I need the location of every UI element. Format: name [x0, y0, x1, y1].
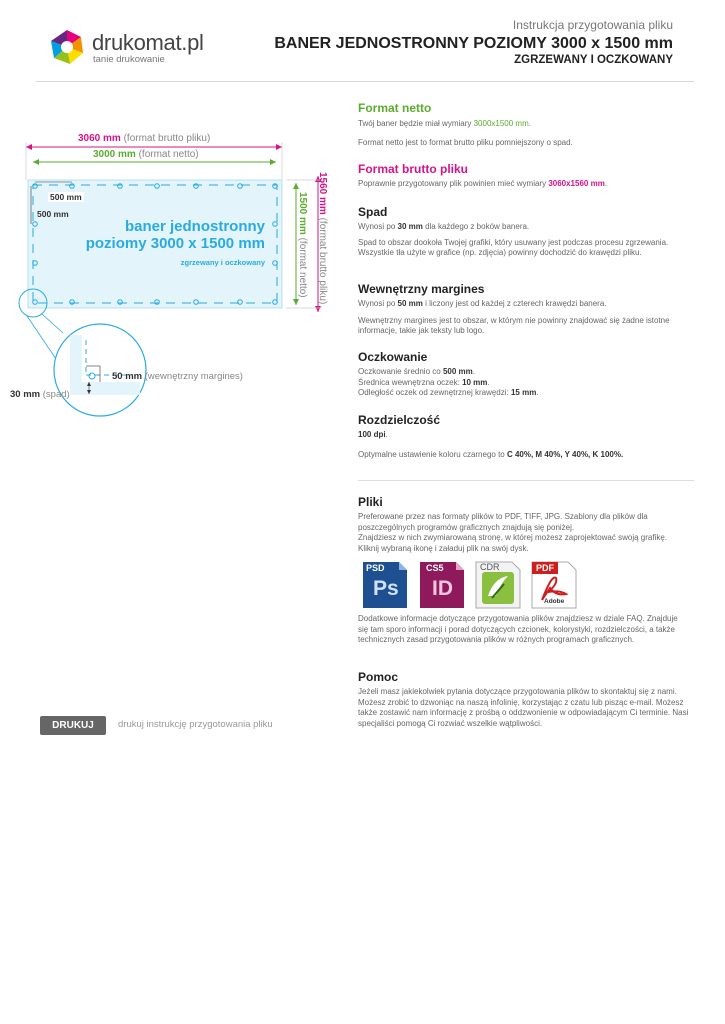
- section-text: Dodatkowe informacje dotyczące przygotowania plików znajdziesz w dziale FAQ. Znajduje się tam sporo informacji i porad dotyczących czcionek, kolorystyki, rozdzielczości, a także technicznych zasad przygotowania plików w różnych programach graficznych.: [358, 614, 678, 644]
- section-text: Odległość oczek od zewnętrznej krawędzi: 15 mm.: [358, 388, 539, 397]
- brutto-height-note: (format brutto pliku): [317, 217, 328, 305]
- psd-tag: PSD: [366, 563, 385, 573]
- grommet-distance-v: 500 mm: [37, 209, 69, 219]
- section-text: Poprawnie przygotowany plik powinien mieć wymiary 3060x1560 mm.: [358, 179, 608, 188]
- section-divider: [358, 480, 694, 481]
- logo-name[interactable]: drukomat.pl: [92, 30, 204, 55]
- bleed-note: (spad): [42, 389, 70, 400]
- banner-text-line2: poziomy 3000 x 1500 mm: [85, 235, 265, 252]
- netto-width-note: (format netto): [138, 149, 199, 160]
- netto-width-label: [93, 149, 199, 160]
- psd-template-link[interactable]: [361, 560, 409, 610]
- brutto-width-label: [78, 133, 210, 144]
- section-text: Optymalne ustawienie koloru czarnego to C 40%, M 40%, Y 40%, K 100%.: [358, 449, 624, 459]
- section-title: Wewnętrzny margines: [358, 282, 485, 296]
- indesign-template-link[interactable]: [418, 560, 466, 610]
- cdr-template-link[interactable]: [474, 560, 522, 610]
- section-oczkowanie: [358, 350, 694, 399]
- section-spad: [358, 205, 694, 259]
- pdf-glyph: Adobe: [544, 598, 565, 605]
- netto-height-note: (format netto): [297, 237, 308, 298]
- section-pomoc: [358, 670, 694, 729]
- section-title: Pliki: [358, 495, 383, 509]
- indesign-tag: CS5: [426, 563, 444, 573]
- section-margines: [358, 282, 694, 337]
- brutto-height-value: 1560 mm: [317, 172, 328, 215]
- brutto-width-value: 3060 mm: [78, 133, 121, 144]
- netto-height-label: [297, 192, 308, 322]
- header-divider: [36, 81, 694, 82]
- section-text: Średnica wewnętrzna oczek: 10 mm.: [358, 377, 490, 387]
- print-link[interactable]: drukuj instrukcję przygotowania pliku: [118, 719, 273, 730]
- cdr-tag: CDR: [480, 562, 500, 572]
- netto-height-value: 1500 mm: [297, 192, 308, 235]
- psd-glyph: Ps: [373, 577, 399, 600]
- section-text: Twój baner będzie miał wymiary 3000x1500 mm.: [358, 119, 531, 128]
- bleed-value: 30 mm: [10, 389, 41, 400]
- margin-value: 50 mm: [112, 371, 143, 382]
- section-pliki-faq: [358, 614, 694, 646]
- indesign-glyph: ID: [432, 577, 453, 600]
- banner-text-line3: zgrzewany i oczkowany: [180, 258, 265, 267]
- print-button[interactable]: DRUKUJ: [40, 716, 106, 735]
- section-title: Oczkowanie: [358, 350, 428, 364]
- section-title: Pomoc: [358, 670, 399, 684]
- brutto-height-label: [317, 172, 328, 322]
- section-title: Format netto: [358, 101, 432, 115]
- document-subtitle: Instrukcja przygotowania pliku: [512, 18, 673, 32]
- section-format-brutto: [358, 162, 694, 190]
- section-text: 100 dpi.: [358, 430, 388, 439]
- section-format-netto: [358, 101, 694, 148]
- section-text: Oczkowanie średnio co 500 mm.: [358, 367, 475, 376]
- section-text: Wewnętrzny margines jest to obszar, w którym nie powinny znajdować się żadne istotne informacje, takie jak teksty lub logo.: [358, 315, 670, 335]
- margin-label: [112, 371, 243, 382]
- section-rozdzielczosc: [358, 413, 694, 460]
- section-text: Wynosi po 30 mm dla każdego z boków banera.: [358, 222, 530, 231]
- banner-text-line1: baner jednostronny: [124, 218, 265, 235]
- section-text: Znajdziesz w nich zwymiarowaną stronę, w której możesz zaprojektować swoją grafikę. Kliknij wybraną ikonę i załaduj plik na swój dysk.: [358, 533, 668, 553]
- section-title: Rozdzielczość: [358, 413, 441, 427]
- document-title: BANER JEDNOSTRONNY POZIOMY 3000 x 1500 mm: [274, 35, 673, 52]
- pdf-tag: PDF: [536, 563, 554, 573]
- bleed-label: [10, 389, 70, 400]
- section-title: Format brutto pliku: [358, 162, 468, 176]
- brutto-width-note: (format brutto pliku): [123, 133, 211, 144]
- section-pliki: [358, 495, 694, 554]
- grommet-distance-h: 500 mm: [50, 192, 82, 202]
- section-text: Wynosi po 50 mm i liczony jest od każdej z czterech krawędzi banera.: [358, 299, 607, 308]
- section-text: Spad to obszar dookoła Twojej grafiki, który usuwany jest podczas procesu zgrzewania. Wszystkie tła użyte w grafice (np. zdjęcia) powinny dochodzić do krawędzi pliku.: [358, 237, 669, 257]
- banner-text: [60, 218, 265, 267]
- margin-note: (wewnętrzny margines): [144, 371, 243, 382]
- drukomat-logo-icon[interactable]: [48, 28, 86, 66]
- section-text: Format netto jest to format brutto pliku pomniejszony o spad.: [358, 137, 573, 147]
- logo-tagline: tanie drukowanie: [93, 54, 165, 65]
- document-title-secondary: ZGRZEWANY I OCZKOWANY: [514, 54, 673, 66]
- netto-width-value: 3000 mm: [93, 149, 136, 160]
- section-text: Preferowane przez nas formaty plików to PDF, TIFF, JPG. Szablony dla plików dla poszczególnych programów graficznych znajdują się poniżej.: [358, 512, 648, 532]
- pdf-template-link[interactable]: [530, 560, 578, 610]
- section-title: Spad: [358, 205, 388, 219]
- section-text: Jeżeli masz jakiekolwiek pytania dotyczące przygotowania plików to skontaktuj się z nami. Możesz zrobić to dzwoniąc na naszą infolinię, korzystając z czatu lub pisząc e-mail. Możesz także zostawić nam informację z prośbą o oddzwonienie w odpowiadającym Ci terminie. Nasi specjaliści pomogą Ci rozwiać wszelkie wątpliwości.: [358, 687, 689, 728]
